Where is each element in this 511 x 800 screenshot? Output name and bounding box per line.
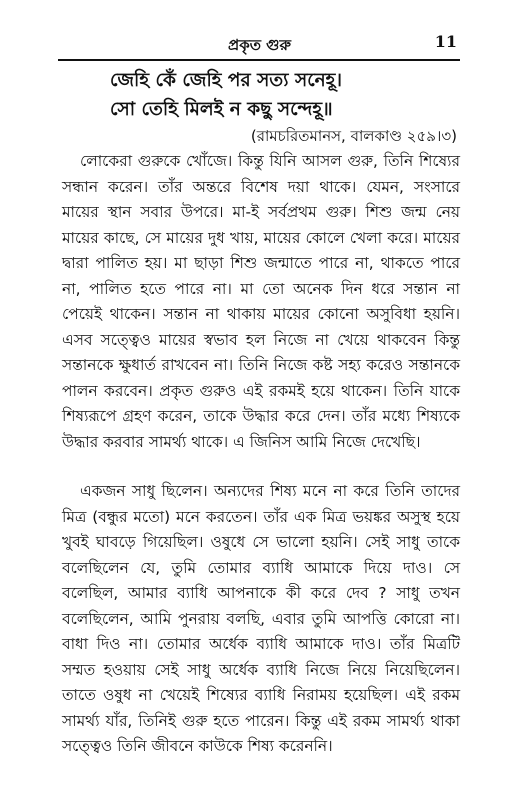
verse-line-1: জেহি কেঁ জেহি পর সত্য সনেহূ। [110,70,343,91]
header-rule [58,59,460,61]
verse-line-2: সো তেহি মিলই ন কছু সন্দেহূ॥ [110,99,333,120]
running-header [62,30,457,56]
paragraph-2: একজন সাধু ছিলেন। অন্যদের শিষ্য মনে না করে তিনি তাদের মিত্র (বন্ধুর মতো) মনে করতেন। তাঁর এক মিত্র ভয়ঙ্কর অসুস্থ হয়ে খুবই ঘাবড়ে গিয়েছিল। ওষুধে সে ভালো হয়নি। সেই সাধু তাকে বলেছিলেন যে, তুমি তোমার ব্যাধি আমাকে দিয়ে দাও। সে বলেছিল, আমার ব্যাধি আপনাকে কী করে দেব ? সাধু তখন বলেছিলেন, আমি পুনরায় বলছি, এবার তুমি আপত্তি কোরো না। বাধা দিও না। তোমার অর্ধেক ব্যাধি আমাকে দাও। তাঁর মিত্রটি সম্মত হওয়ায় সেই সাধু অর্ধেক ব্যাধি নিজে নিয়ে নিয়েছিলেন। তাতে ওষুধ না খেয়েই শিষ্যের ব্যাধি নিরাময় হয়েছিল। এই রকম সামর্থ্য যাঁর, তিনিই গুরু হতে পারেন। কিন্তু এই রকম সামর্থ্য থাকা সত্ত্বেও তিনি জীবনে কাউকে শিষ্য করেননি। [62,482,460,755]
running-title: প্রকৃত গুরু [228,36,291,54]
paragraph-1: লোকেরা গুরুকে খোঁজে। কিন্তু যিনি আসল গুরু, তিনি শিষ্যের সন্ধান করেন। তাঁর অন্তরে বিশেষ দয়া থাকে। যেমন, সংসারে মায়ের স্থান সবার উপরে। মা-ই সর্বপ্রথম গুরু। শিশু জন্ম নেয় মায়ের কাছে, সে মায়ের দুধ খায়, মায়ের কোলে খেলা করে। মায়ের দ্বারা পালিত হয়। মা ছাড়া শিশু জন্মাতে পারে না, থাকতে পারে না, পালিত হতে পারে না। মা তো অনেক দিন ধরে সন্তান না পেয়েই থাকেন। সন্তান না থাকায় মায়ের কোনো অসুবিধা হয়নি। এসব সত্ত্বেও মায়ের স্বভাব হল নিজে না খেয়ে থাকবেন কিন্তু সন্তানকে ক্ষুধার্ত রাখবেন না। তিনি নিজে কষ্ট সহ্য করেও সন্তানকে পালন করবেন। প্রকৃত গুরুও এই রকমই হয়ে থাকেন। তিনি যাকে শিষ্যরূপে গ্রহণ করেন, তাকে উদ্ধার করে দেন। তাঁর মধ্যে শিষ্যকে উদ্ধার করবার সামর্থ্য থাকে। এ জিনিস আমি নিজে দেখেছি। [62,152,460,451]
page-number: 11 [434,32,457,51]
verse-citation: (রামচরিতমানস, বালকাণ্ড ২৫৯।৩) [250,127,457,145]
